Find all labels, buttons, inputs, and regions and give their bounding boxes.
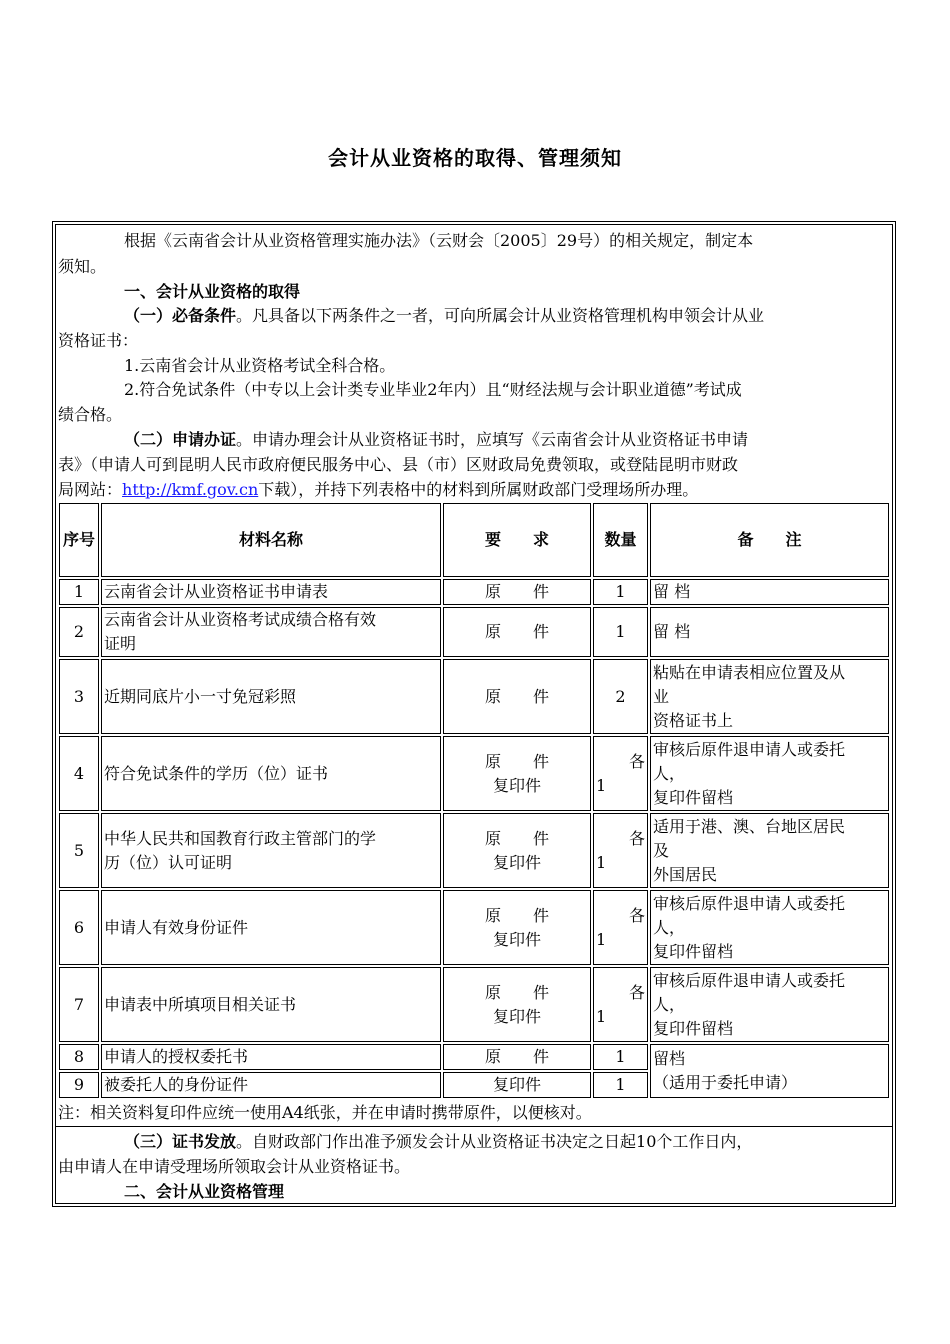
quantity-value: 1 — [596, 775, 607, 795]
header-quantity: 数量 — [593, 503, 648, 577]
remark-line-2: 人， — [653, 917, 686, 937]
sub3-line-2: 由申请人在申请受理场所领取会计从业资格证书。 — [58, 1157, 411, 1176]
section2-heading: 二、会计从业资格管理 — [124, 1182, 285, 1201]
remark-line-1: 审核后原件退申请人或委托 — [653, 970, 846, 990]
sub3-line-1 — [58, 1130, 950, 1154]
condition-1: 1.云南省会计从业资格考试全科合格。 — [124, 356, 396, 375]
header-remarks: 备 注 — [650, 503, 889, 577]
row-requirement: 原 件 — [443, 1044, 591, 1070]
row-quantity — [593, 736, 648, 811]
requirement-original: 原 件 — [484, 751, 549, 771]
quantity-value: 1 — [596, 1006, 607, 1026]
remark-line-3: 资格证书上 — [653, 710, 734, 730]
table-header-row — [59, 503, 889, 577]
condition-2-line-2: 绩合格。 — [58, 405, 123, 424]
remark-line-2: 及 — [653, 840, 670, 860]
remark-line-3: 复印件留档 — [653, 941, 734, 961]
row-requirement — [443, 890, 591, 965]
requirement-original: 原 件 — [484, 982, 549, 1002]
table-row — [59, 579, 889, 605]
row-name-line-1: 中华人民共和国教育行政主管部门的学 — [104, 828, 377, 848]
quantity-value: 1 — [596, 852, 607, 872]
merged-remark-line-2: （适用于委托申请） — [653, 1073, 798, 1092]
table-row — [59, 890, 889, 965]
sub2-text: 。申请办理会计从业资格证书时，应填写《云南省会计从业资格证书申请 — [236, 430, 749, 449]
remark-line-3: 外国居民 — [653, 864, 718, 884]
row-requirement — [443, 736, 591, 811]
requirement-original: 原 件 — [484, 905, 549, 925]
requirement-copy: 复印件 — [492, 775, 541, 795]
row-remarks — [650, 967, 889, 1042]
row-quantity: 1 — [593, 579, 648, 605]
row-name-line-1: 云南省会计从业资格考试成绩合格有效 — [104, 610, 377, 629]
materials-table — [57, 501, 891, 1100]
table-row — [59, 607, 889, 657]
condition-2-line-1: 2.符合免试条件（中专以上会计类专业毕业2年内）且“财经法规与会计职业道德”考试成 — [124, 380, 742, 399]
quantity-each: 各 — [628, 905, 645, 925]
remark-line-2: 人， — [653, 994, 686, 1014]
sub1-line-2: 资格证书： — [58, 331, 139, 350]
row-quantity — [593, 967, 648, 1042]
row-remarks: 留 档 — [650, 607, 889, 657]
remark-line-3: 复印件留档 — [653, 787, 734, 807]
remark-line-1: 审核后原件退申请人或委托 — [653, 739, 846, 759]
sub1-text: 。凡具备以下两条件之一者，可向所属会计从业资格管理机构申领会计从业 — [236, 306, 765, 325]
row-name: 符合免试条件的学历（位）证书 — [101, 736, 441, 811]
row-quantity: 1 — [593, 607, 648, 657]
sub3-label: （三）证书发放 — [124, 1132, 237, 1151]
sub1-line-1 — [58, 304, 950, 328]
row-no: 3 — [59, 659, 99, 734]
row-no: 2 — [59, 607, 99, 657]
row-remarks — [650, 659, 889, 734]
header-requirement: 要 求 — [443, 503, 591, 577]
row-quantity: 1 — [593, 1044, 648, 1070]
sub3-text: 。自财政部门作出准予颁发会计从业资格证书决定之日起10个工作日内， — [236, 1132, 753, 1151]
row-requirement: 原 件 — [443, 607, 591, 657]
sub2-line-1 — [58, 428, 950, 452]
row-no: 5 — [59, 813, 99, 888]
row-remarks — [650, 736, 889, 811]
row-no: 8 — [59, 1044, 99, 1070]
table-row — [59, 967, 889, 1042]
quantity-each: 各 — [628, 751, 645, 771]
remark-line-1: 粘贴在申请表相应位置及从 — [653, 662, 846, 682]
row-no: 6 — [59, 890, 99, 965]
row-name: 被委托人的身份证件 — [101, 1072, 441, 1098]
remark-line-1: 适用于港、澳、台地区居民 — [653, 816, 846, 836]
row-name: 云南省会计从业资格证书申请表 — [101, 579, 441, 605]
requirement-copy: 复印件 — [492, 852, 541, 872]
table-row — [59, 813, 889, 888]
row-quantity — [593, 813, 648, 888]
row-name-line-2: 历（位）认可证明 — [104, 852, 233, 872]
kmf-website-link[interactable]: http://kmf.gov.cn — [122, 480, 259, 499]
remark-line-3: 复印件留档 — [653, 1018, 734, 1038]
quantity-value: 1 — [596, 929, 607, 949]
row-requirement: 原 件 — [443, 579, 591, 605]
row-no: 1 — [59, 579, 99, 605]
table-row — [59, 736, 889, 811]
header-name: 材料名称 — [101, 503, 441, 577]
row-quantity — [593, 890, 648, 965]
sub2-label: （二）申请办证 — [124, 430, 237, 449]
row-name: 近期同底片小一寸免冠彩照 — [101, 659, 441, 734]
row-remarks — [650, 890, 889, 965]
row-name: 申请表中所填项目相关证书 — [101, 967, 441, 1042]
row-name-line-2: 证明 — [104, 634, 137, 653]
sub2-line-2: 表》（申请人可到昆明人民市政府便民服务中心、县（市）区财政局免费领取，或登陆昆明市财政 — [58, 455, 739, 474]
quantity-each: 各 — [628, 828, 645, 848]
row-requirement: 原 件 — [443, 659, 591, 734]
row-quantity: 1 — [593, 1072, 648, 1098]
table-row — [59, 1044, 889, 1070]
remark-line-2: 业 — [653, 686, 670, 706]
remark-line-1: 审核后原件退申请人或委托 — [653, 893, 846, 913]
merged-remark-line-1: 留档 — [653, 1049, 686, 1068]
sub2-line3-pre: 局网站： — [58, 480, 123, 499]
page-title: 会计从业资格的取得、管理须知 — [328, 146, 622, 170]
intro-line-1: 根据《云南省会计从业资格管理实施办法》（云财会〔2005〕29号）的相关规定，制定本 — [124, 231, 754, 250]
header-no: 序号 — [59, 503, 99, 577]
quantity-each: 各 — [628, 982, 645, 1002]
section-divider — [56, 1126, 892, 1127]
row-no: 9 — [59, 1072, 99, 1098]
row-remarks — [650, 813, 889, 888]
row-name — [101, 607, 441, 657]
intro-line-2: 须知。 — [58, 257, 107, 276]
requirement-copy: 复印件 — [492, 929, 541, 949]
requirement-original: 原 件 — [484, 828, 549, 848]
row-requirement — [443, 967, 591, 1042]
row-requirement: 复印件 — [443, 1072, 591, 1098]
table-row — [59, 659, 889, 734]
row-name: 申请人有效身份证件 — [101, 890, 441, 965]
requirement-copy: 复印件 — [492, 1006, 541, 1026]
row-no: 7 — [59, 967, 99, 1042]
sub1-label: （一）必备条件 — [124, 306, 237, 325]
row-no: 4 — [59, 736, 99, 811]
row-remarks-merged — [650, 1044, 889, 1098]
sub2-line-3 — [58, 478, 892, 502]
row-quantity: 2 — [593, 659, 648, 734]
row-remarks: 留 档 — [650, 579, 889, 605]
section1-heading: 一、会计从业资格的取得 — [124, 282, 301, 301]
row-name — [101, 813, 441, 888]
remark-line-2: 人， — [653, 763, 686, 783]
sub2-line3-post: 下载），并持下列表格中的材料到所属财政部门受理场所办理。 — [258, 480, 699, 499]
table-footnote: 注：相关资料复印件应统一使用A4纸张，并在申请时携带原件，以便核对。 — [58, 1103, 592, 1122]
row-requirement — [443, 813, 591, 888]
row-name: 申请人的授权委托书 — [101, 1044, 441, 1070]
